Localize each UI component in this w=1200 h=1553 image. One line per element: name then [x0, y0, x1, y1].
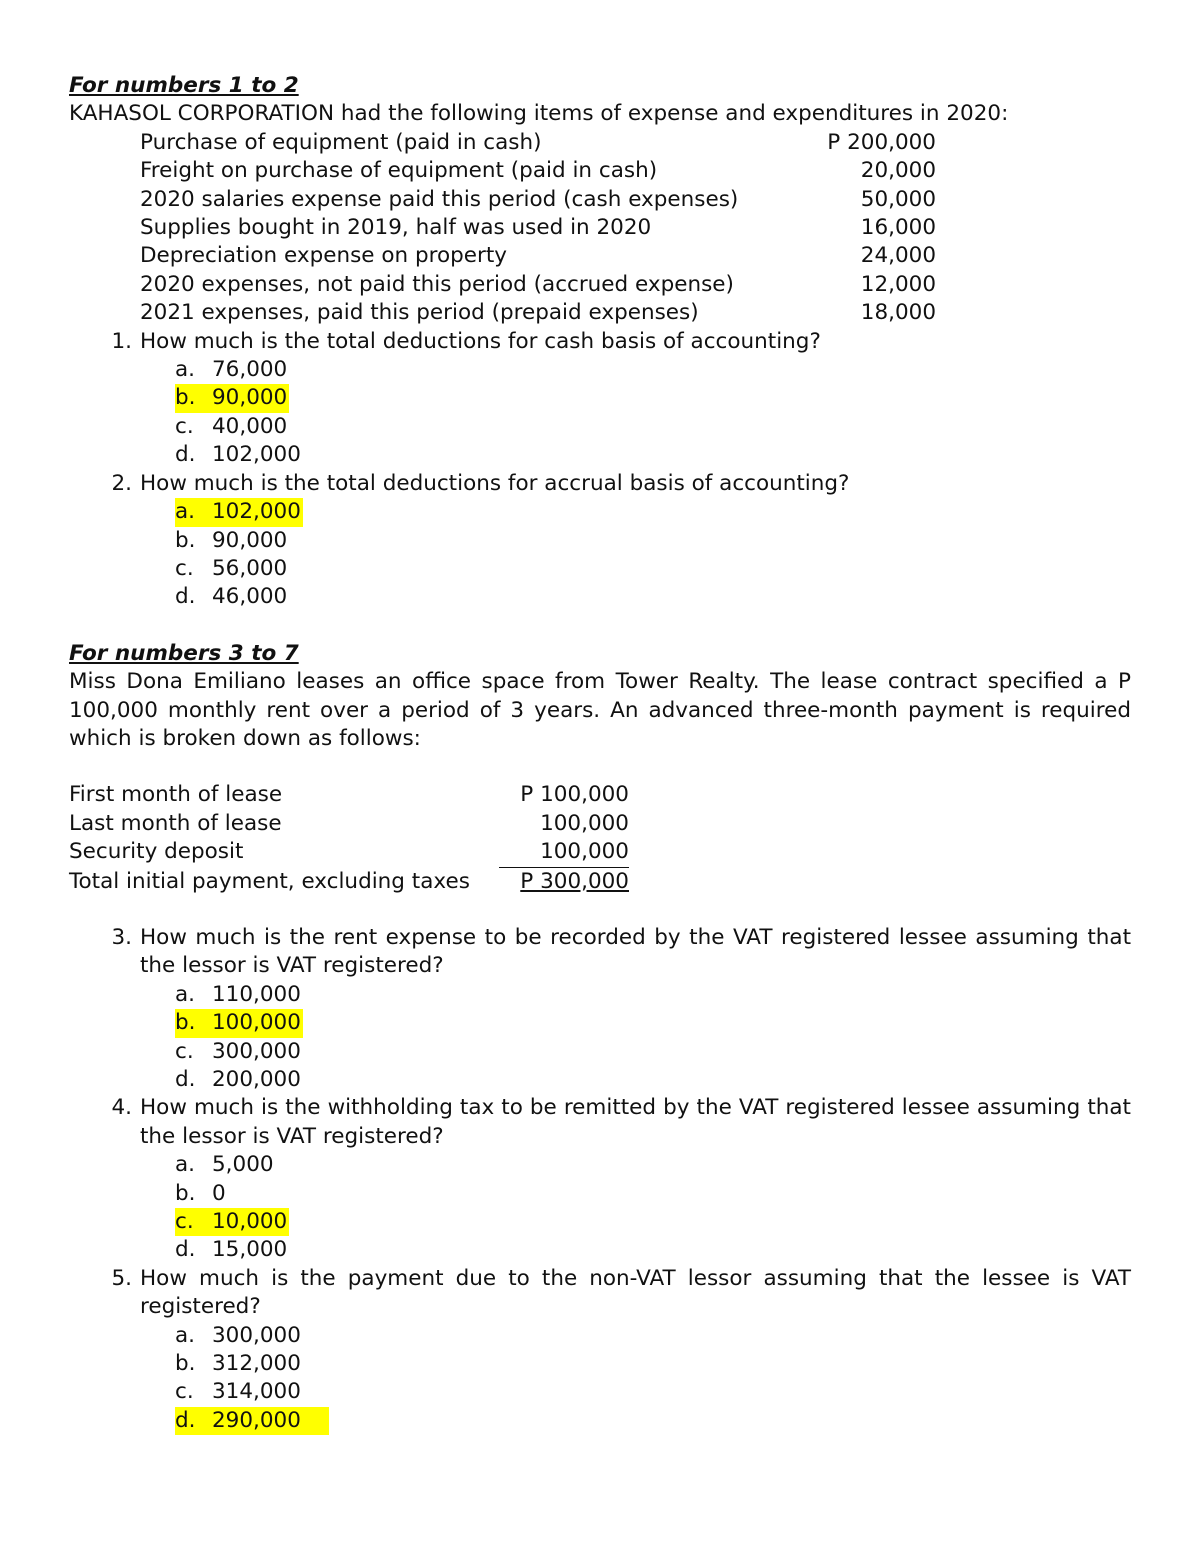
- expense-item: Supplies bought in 2019, half was used in 2020 16,000: [140, 215, 936, 241]
- question-4-options: [175, 1151, 1131, 1265]
- expense-item: 2021 expenses, paid this period (prepaid expenses) 18,000: [140, 300, 936, 326]
- document-page: [69, 72, 1131, 1435]
- option-d: d. 46,000: [175, 584, 288, 610]
- option-a: a. 110,000: [175, 981, 301, 1007]
- option-a: a. 300,000: [175, 1322, 301, 1348]
- option-c: c. 314,000: [175, 1379, 301, 1405]
- option-b-answer: b. 100,000: [175, 1009, 303, 1037]
- expense-item: Depreciation expense on property 24,000: [140, 243, 936, 269]
- option-d: d. 102,000: [175, 442, 301, 468]
- expense-item: 2020 salaries expense paid this period (cash expenses) 50,000: [140, 186, 936, 212]
- lease-total-row: Total initial payment, excluding taxes P 300,000: [69, 868, 629, 894]
- question-5: 5. How much is the payment due to the non-VAT lessor assuming that the lessee is VAT registered?: [111, 1265, 1131, 1320]
- lease-row: Security deposit 100,000: [69, 838, 629, 867]
- option-b-answer: b. 90,000: [175, 384, 289, 412]
- option-d: d. 15,000: [175, 1237, 288, 1263]
- option-c: c. 300,000: [175, 1038, 301, 1064]
- option-a: a. 76,000: [175, 357, 288, 383]
- lease-row: Last month of lease 100,000: [69, 810, 629, 836]
- option-b: b. 312,000: [175, 1351, 301, 1377]
- option-b: b. 90,000: [175, 527, 288, 553]
- question-2-options: [175, 498, 1131, 612]
- lease-row: First month of lease P 100,000: [69, 782, 629, 808]
- question-1: 1. How much is the total deductions for cash basis of accounting?: [111, 328, 821, 354]
- option-b: b. 0: [175, 1180, 226, 1206]
- question-1-options: [175, 356, 1131, 470]
- option-d-answer: d. 290,000: [175, 1407, 329, 1435]
- option-d: d. 200,000: [175, 1067, 301, 1092]
- option-a: a. 5,000: [175, 1152, 274, 1178]
- section-spacer: [69, 896, 1131, 924]
- expense-items-list: [140, 129, 936, 328]
- option-c: c. 40,000: [175, 413, 288, 439]
- question-2: 2. How much is the total deductions for accrual basis of accounting?: [111, 470, 850, 496]
- question-3-options: [175, 981, 1131, 1095]
- section-1-intro: KAHASOL CORPORATION had the following items of expense and expenditures in 2020:: [69, 101, 1009, 127]
- section-2-title: For numbers 3 to 7: [69, 640, 299, 666]
- question-3: 3. How much is the rent expense to be recorded by the VAT registered lessee assuming that the lessor is VAT registered?: [111, 924, 1131, 979]
- lease-breakdown: [69, 781, 629, 896]
- question-5-options: [175, 1322, 1131, 1436]
- expense-item: Purchase of equipment (paid in cash) P 200,000: [140, 129, 936, 155]
- question-4: 4. How much is the withholding tax to be remitted by the VAT registered lessee assuming that the lessor is VAT registered?: [111, 1095, 1131, 1149]
- option-a-answer: a. 102,000: [175, 498, 303, 526]
- option-c-answer: c. 10,000: [175, 1208, 289, 1236]
- expense-item: 2020 expenses, not paid this period (accrued expense) 12,000: [140, 271, 936, 297]
- section-1-title: For numbers 1 to 2: [69, 73, 299, 98]
- option-c: c. 56,000: [175, 555, 288, 581]
- section-2-intro: Miss Dona Emiliano leases an office space from Tower Realty. The lease contract specified a P 100,000 monthly rent over a period of 3 years. An advanced three-month payment is required which is broken down as follows:: [69, 669, 1131, 751]
- section-spacer: [69, 612, 1131, 640]
- expense-item: Freight on purchase of equipment (paid in cash) 20,000: [140, 158, 936, 184]
